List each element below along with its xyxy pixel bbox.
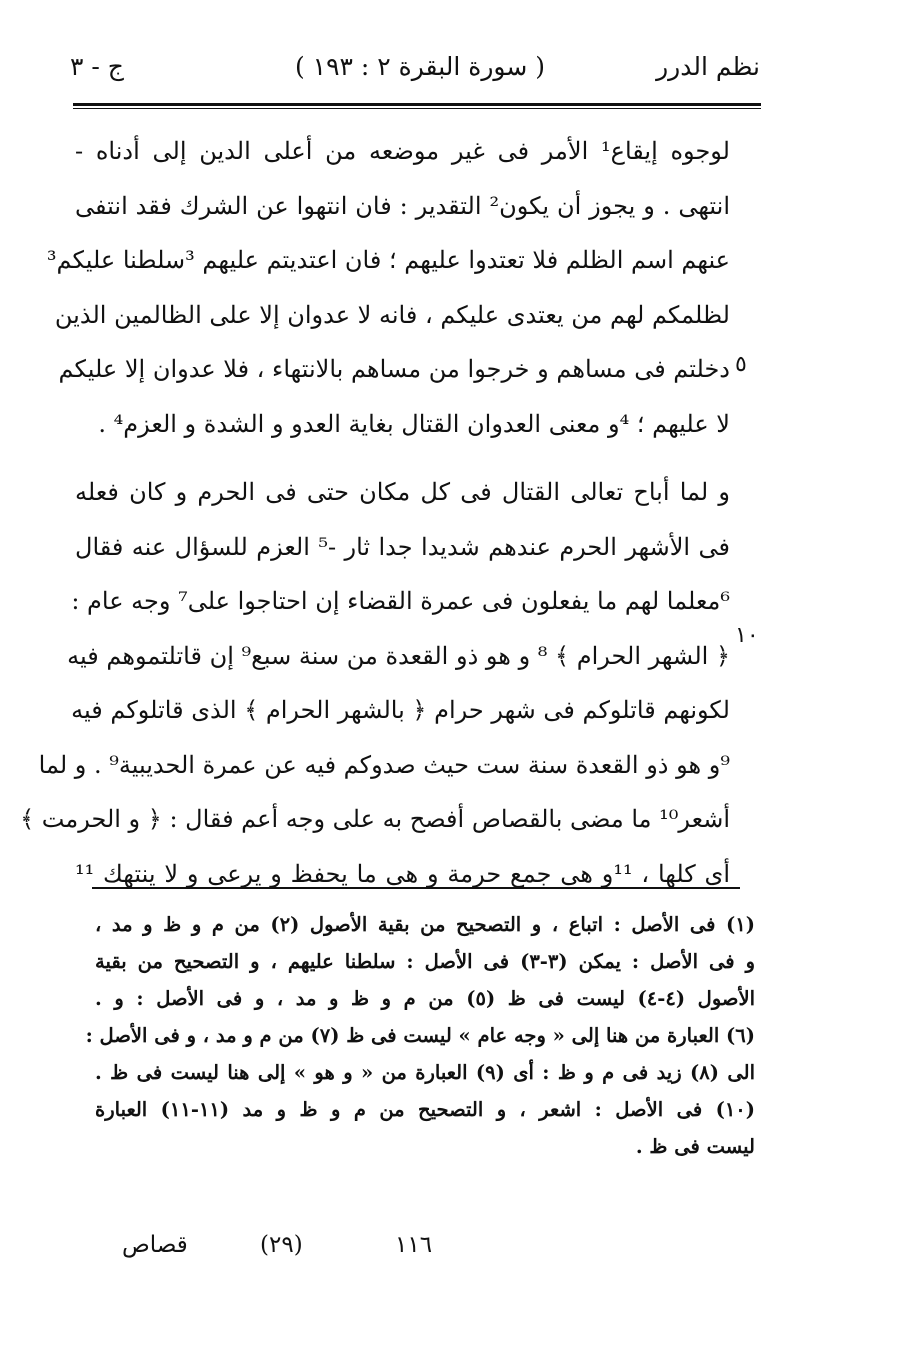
main-text (20, 124, 730, 901)
topic-keyword: قصاص (122, 1232, 188, 1258)
sura-reference: ( سورة البقرة ٢ : ١٩٣ ) (294, 52, 545, 81)
text-line: و لما أباح تعالى القتال فى كل مكان حتى فى الحرم و كان فعله (75, 478, 730, 506)
text-line: لظلمكم لهم من يعتدى عليكم ، فانه لا عدوان إلا على الظالمين الذين (54, 300, 730, 329)
footnote-line: (٦) العبارة من هنا إلى « وجه عام » ليست فى ظ (٧) من م و مد ، و فى الأصل : (85, 1024, 755, 1047)
text-line: دخلتم فى مساهم و خرجوا من مساهم بالانتهاء ، فلا عدوان إلا عليكم (58, 355, 730, 383)
running-header (70, 52, 760, 92)
text-line: لا عليهم ؛ ⁴و معنى العدوان القتال بغاية العدو و الشدة و العزم⁴ . (98, 409, 730, 438)
header-rule-thin (73, 108, 761, 109)
footnote-line: (١٠) فى الأصل : اشعر ، و التصحيح من م و ظ و مد (١١-١١) العبارة (95, 1098, 755, 1121)
text-line: عنهم اسم الظلم فلا تعتدوا عليهم ؛ فان اعتديتم عليهم ³سلطنا عليكم³ (46, 246, 730, 274)
text-line: أى كلها ، ¹¹و هى جمع حرمة و هى ما يحفظ و يرعى و لا ينتهك ¹¹ (75, 859, 730, 888)
footnote-line: الى (٨) زيد فى م و ظ : أى (٩) العبارة من « و هو » إلى هنا ليست فى ظ . (95, 1061, 755, 1084)
text-line: لوجوه إيقاع¹ الأمر فى غير موضعه من أعلى الدين إلى أدناه - (75, 137, 730, 165)
text-line: فى الأشهر الحرم عندهم شديدا جدا ثار -⁵ العزم للسؤال عنه فقال (75, 532, 730, 561)
line-number-10: ١٠ (735, 623, 759, 648)
text-line: ﴿ الشهر الحرام ﴾ ⁸ و هو ذو القعدة من سنة سبع⁹ إن قاتلتموهم فيه (67, 641, 730, 670)
text-line: انتهى . و يجوز أن يكون² التقدير : فان انتهوا عن الشرك فقد انتفى (75, 191, 730, 220)
volume-label: ج - ٣ (70, 52, 124, 81)
text-line: لكونهم قاتلوكم فى شهر حرام ﴿ بالشهر الحرام ﴾ الذى قاتلوكم فيه (71, 696, 730, 724)
text-line: أشعر¹⁰ ما مضى بالقصاص أفصح به على وجه أعم فقال : ﴿ و الحرمت ﴾ (20, 805, 730, 833)
page-number: ١١٦ (395, 1232, 433, 1258)
footnote-divider (92, 887, 740, 889)
text-line: ⁹و هو ذو القعدة سنة ست حيث صدوكم فيه عن عمرة الحديبية⁹ . و لما (38, 750, 730, 779)
footnote-line: ليست فى ظ . (635, 1135, 755, 1158)
text-line: ⁶معلما لهم ما يفعلون فى عمرة القضاء إن احتاجوا على⁷ وجه عام : (71, 587, 730, 615)
footnote-line: و فى الأصل : يمكن (٣-٣) فى الأصل : سلطنا عليهم ، و التصحيح من بقية (95, 950, 755, 973)
header-rule-thick (73, 103, 761, 106)
book-title: نظم الدرر (656, 52, 760, 81)
footnote-line: (١) فى الأصل : اتباع ، و التصحيح من بقية الأصول (٢) من م و ظ و مد ، (95, 913, 755, 936)
footnote-line: الأصول (٤-٤) ليست فى ظ (٥) من م و ظ و مد ، و فى الأصل : و . (95, 987, 755, 1010)
sheet-number: (٢٩) (260, 1232, 303, 1258)
line-number-5: ٥ (735, 352, 747, 377)
footnotes (85, 906, 755, 1165)
